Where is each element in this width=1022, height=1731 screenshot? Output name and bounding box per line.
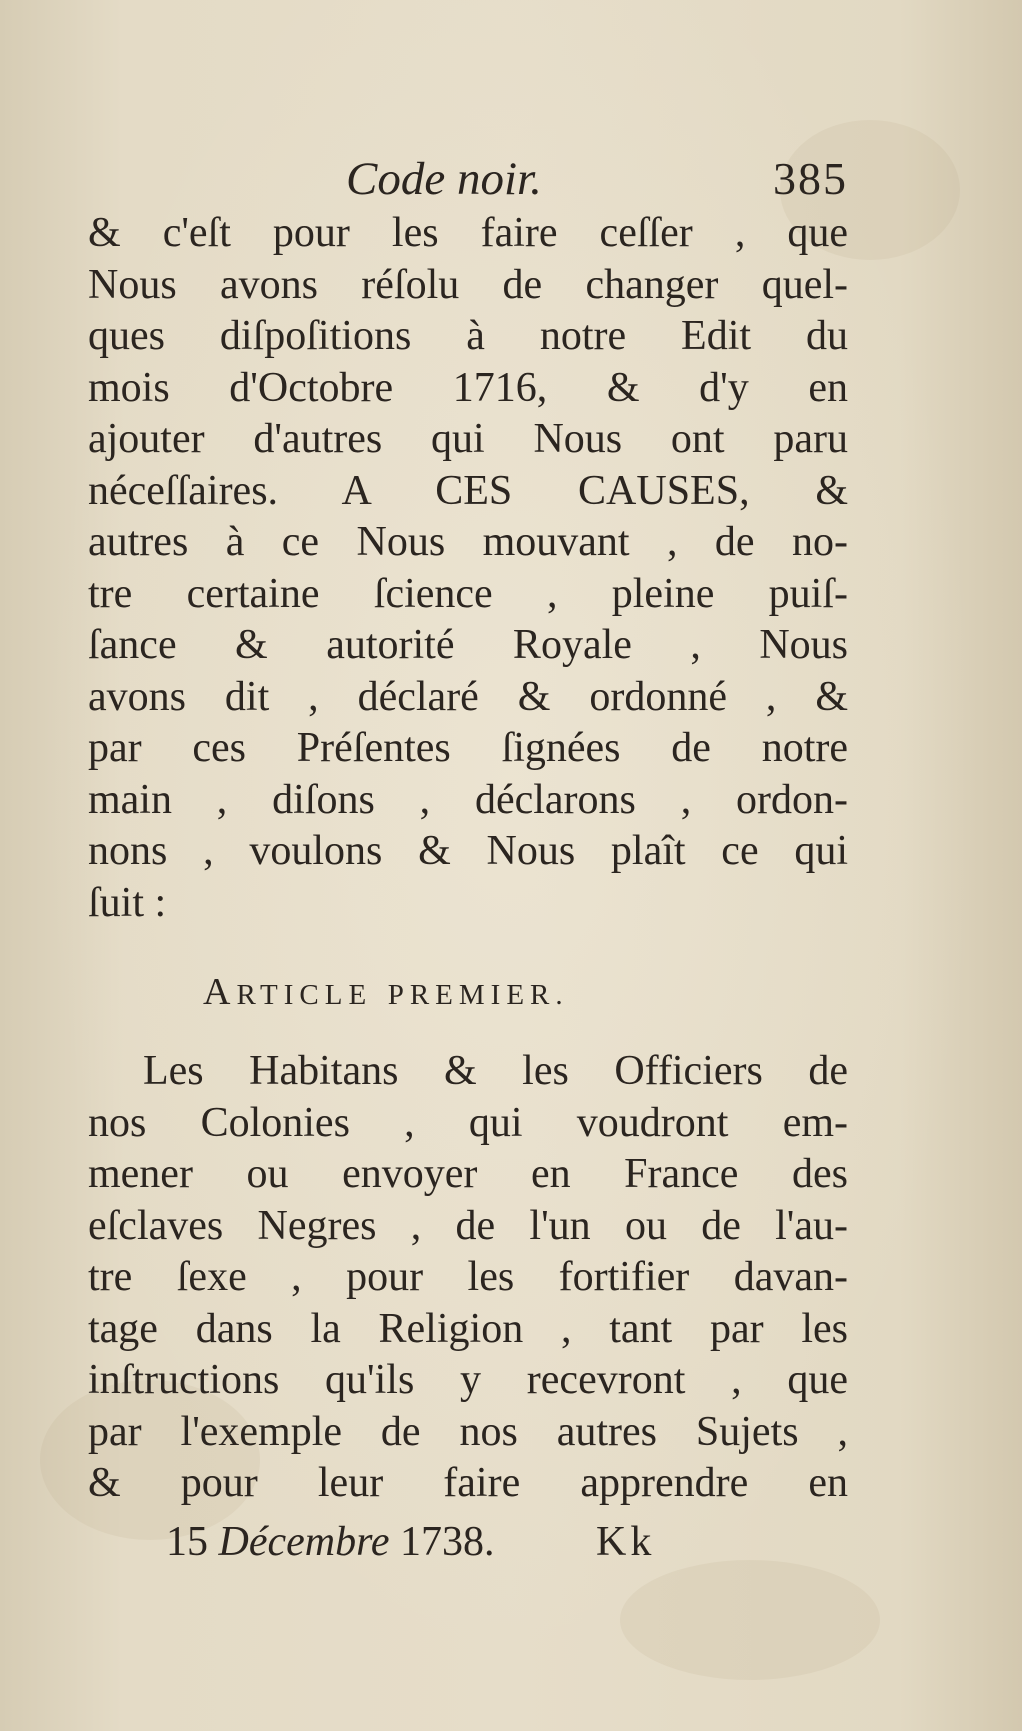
text-line: ſance & autorité Royale , Nous (88, 622, 848, 668)
text-line: ques diſpoſitions à notre Edit du (88, 313, 848, 359)
text-line: tre certaine ſcience , pleine puiſ- (88, 570, 848, 617)
heading-word-premier: PREMIER. (387, 979, 569, 1011)
signature-mark: Kk (596, 1518, 656, 1565)
text-block (88, 150, 848, 1570)
text-line: ajouter d'autres qui Nous ont paru (88, 416, 848, 462)
text-line: main , diſons , déclarons , ordon- (88, 776, 848, 823)
text-line: néceſſaires. A CES CAUSES, & (88, 467, 848, 514)
text-line: ſuit : (88, 879, 167, 926)
article-heading (88, 967, 848, 1020)
text-line: Nous avons réſolu de changer quel- (88, 261, 848, 308)
page-footer (88, 1514, 848, 1570)
heading-word-article: RTICLE (236, 979, 373, 1011)
text-line: mener ou envoyer en France des (88, 1151, 848, 1197)
paragraph-1 (88, 208, 848, 929)
text-line: avons dit , déclaré & ordonné , & (88, 673, 848, 720)
text-line: autres à ce Nous mouvant , de no- (88, 519, 848, 565)
running-title: Code noir. (346, 153, 542, 205)
text-line: nos Colonies , qui voudront em- (88, 1099, 848, 1146)
text-line: Les Habitans & les Officiers de (143, 1048, 848, 1094)
text-line: inſtructions qu'ils y recevront , que (88, 1357, 848, 1403)
text-line: & c'eſt pour les faire ceſſer , que (88, 210, 848, 256)
text-line: & pour leur faire apprendre en (88, 1460, 848, 1506)
text-line: mois d'Octobre 1716, & d'y en (88, 364, 848, 411)
footer-date-month: Décembre (218, 1518, 390, 1565)
paper-stain (620, 1560, 880, 1680)
text-line: tage dans la Religion , tant par les (88, 1305, 848, 1352)
paragraph-2 (88, 1046, 848, 1510)
footer-date (166, 1514, 495, 1570)
text-line: par ces Préſentes ſignées de notre (88, 725, 848, 771)
text-line: par l'exemple de nos autres Sujets , (88, 1408, 848, 1455)
page-number: 385 (773, 153, 848, 204)
footer-date-day: 15 (166, 1518, 208, 1565)
text-line: tre ſexe , pour les fortifier davan- (88, 1254, 848, 1300)
footer-date-year: 1738. (400, 1518, 495, 1565)
text-line: nons , voulons & Nous plaît ce qui (88, 828, 848, 874)
running-head (88, 150, 848, 208)
heading-initial: A (203, 971, 237, 1013)
text-line: eſclaves Negres , de l'un ou de l'au- (88, 1202, 848, 1249)
